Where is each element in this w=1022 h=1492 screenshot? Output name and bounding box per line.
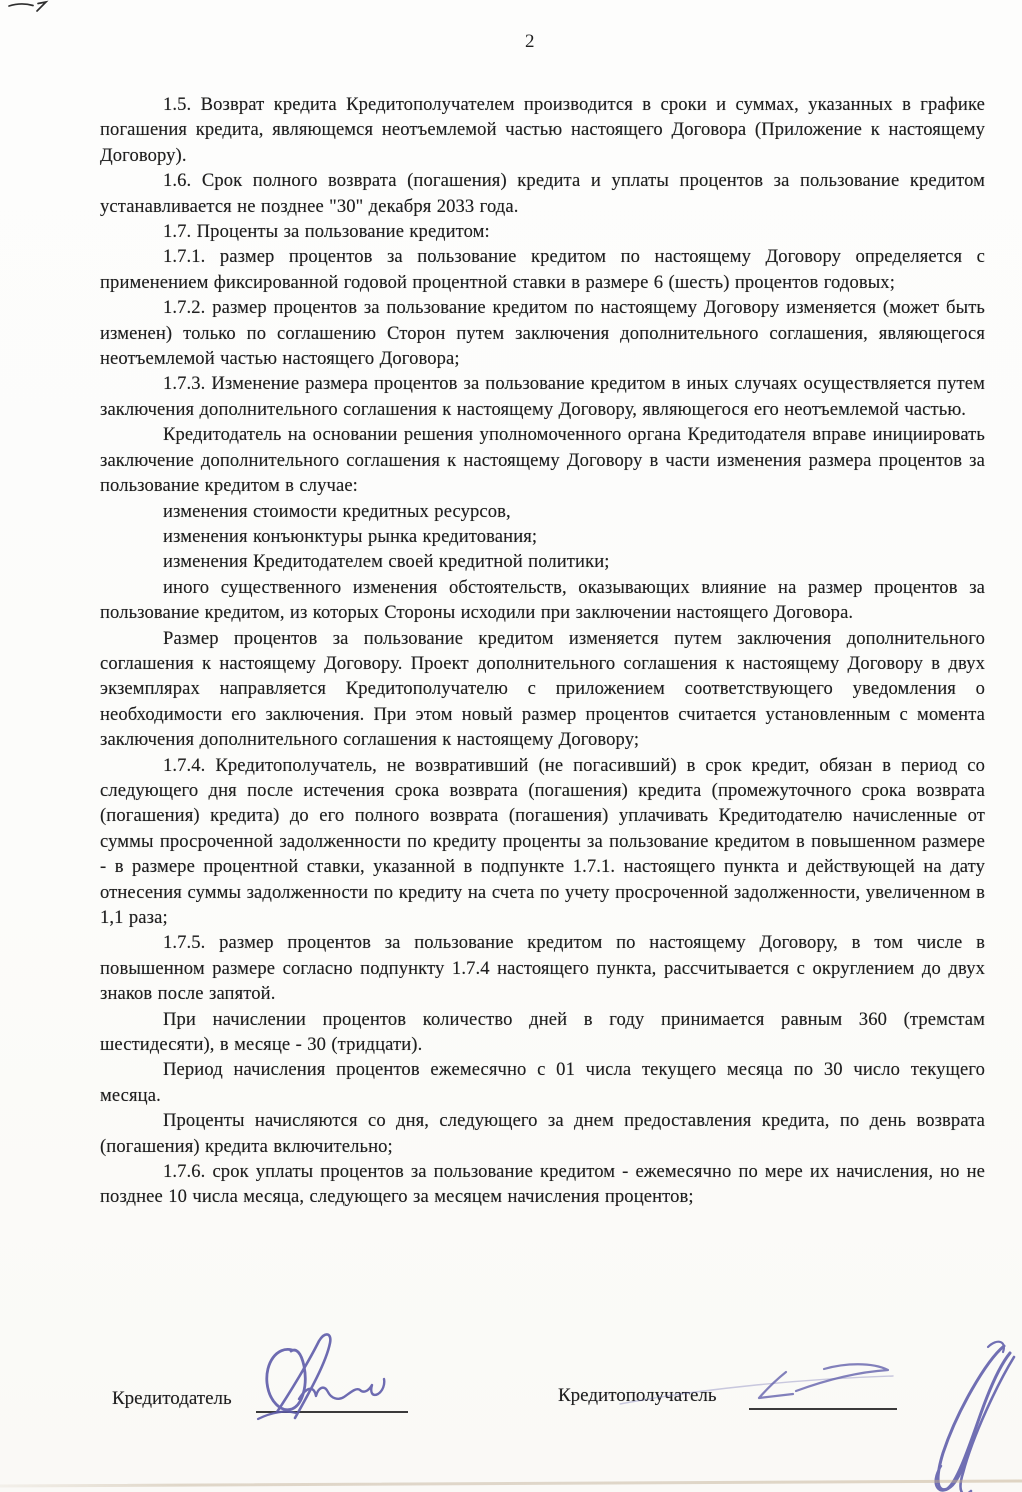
paragraph-1-7-2: 1.7.2. размер процентов за пользование кредитом по настоящему Договору изменяется (может быть изменен) только по соглашению Сторон путем заключения дополнительного соглашения, являющегося неотъемлемой частью настоящего Договора; (100, 297, 985, 370)
paragraph-1-7-6: 1.7.6. срок уплаты процентов за пользование кредитом - ежемесячно по мере их начисления, но не позднее 10 числа месяца, следующего за месяцем начисления процентов; (100, 1161, 985, 1208)
creditor-signature-label: Кредитодатель (112, 1388, 232, 1409)
paragraph-accrual-start: Проценты начисляются со дня, следующего за днем предоставления кредита, по день возврата (погашения) кредита включительно; (100, 1110, 985, 1157)
list-item-credit-policy: изменения Кредитодателем своей кредитной политики; (163, 551, 610, 573)
paragraph-1-5: 1.5. Возврат кредита Кредитополучателем производится в сроки и суммах, указанных в графике погашения кредита, являющемся неотъемлемой частью настоящего Договора (Приложение к настоящему Договору). (100, 94, 985, 166)
paragraph-1-7-3: 1.7.3. Изменение размера процентов за пользование кредитом в иных случаях осуществляется путем заключения дополнительного соглашения к настоящему Договору, являющегося его неотъемлемой частью. (100, 373, 985, 420)
paragraph-accrual-period: Период начисления процентов ежемесячно с 01 числа текущего месяца по 30 число текущего месяца. (100, 1059, 985, 1106)
list-item-cost-of-resources: изменения стоимости кредитных ресурсов, (163, 500, 511, 522)
page-number: 2 (525, 31, 535, 52)
borrower-large-signature-ink (936, 1342, 1014, 1492)
paragraph-1-6: 1.6. Срок полного возврата (погашения) кредита и уплаты процентов за пользование кредитом устанавливается не позднее "30" декабря 2033 года. (100, 170, 985, 217)
paragraph-1-7-4: 1.7.4. Кредитополучатель, не возвративший (не погасивший) в срок кредит, обязан в период со следующего дня после истечения срока возврата (погашения) кредита (промежуточного срока возврата (погашения) кредита) до его полного возврата (погашения) уплачивать Кредитодателю начисленные от суммы просроченной задолженности по кредиту проценты за пользование кредитом в повышенном размере - в размере процентной ставки, указанной в подпункте 1.7.1. настоящего пункта и действующей на дату отнесения суммы задолженности по кредиту на счета по учету просроченной задолженности, увеличенном в 1,1 раза; (100, 754, 985, 928)
paragraph-1-7-1: 1.7.1. размер процентов за пользование кредитом по настоящему Договору определяется с применением фиксированной годовой процентной ставки в размере 6 (шесть) процентов годовых; (100, 246, 985, 293)
creditor-signature-ink (258, 1334, 384, 1419)
creditor-signature-line (256, 1411, 408, 1413)
contract-body-text (100, 92, 985, 1210)
list-item-market-conditions: изменения конъюнктуры рынка кредитования; (163, 525, 538, 547)
paragraph-rate-change-procedure: Размер процентов за пользование кредитом изменяется путем заключения дополнительного соглашения к настоящему Договору. Проект дополнительного соглашения к настоящему Договору в двух экземплярах направляется Кредитополучателю с приложением соответствующего уведомления о необходимости его заключения. При этом новый размер процентов считается установленным с момента заключения дополнительного соглашения к настоящему Договору; (100, 627, 985, 751)
borrower-signature-label: Кредитополучатель (558, 1385, 717, 1406)
scan-paper-edge (0, 1479, 1022, 1487)
list-item-other-changes: иного существенного изменения обстоятельств, оказывающих влияние на размер процентов за пользование кредитом, из которых Стороны исходили при заключении настоящего Договора. (100, 576, 985, 624)
paragraph-1-7: 1.7. Проценты за пользование кредитом: (163, 221, 490, 243)
paragraph-360-days: При начислении процентов количество дней в году принимается равным 360 (тремстам шестидесяти), в месяце - 30 (тридцати). (100, 1008, 985, 1056)
borrower-signature-line (749, 1408, 897, 1410)
paragraph-1-7-5: 1.7.5. размер процентов за пользование кредитом по настоящему Договору, в том числе в повышенном размере согласно подпункту 1.7.4 настоящего пункта, рассчитывается с округлением до двух знаков после запятой. (100, 932, 985, 1005)
paragraph-lender-right: Кредитодатель на основании решения уполномоченного органа Кредитодателя вправе инициировать заключение дополнительного соглашения к настоящему Договору в части изменения размера процентов за пользование кредитом в случае: (100, 424, 985, 497)
pen-mark-top-left-icon (9, 2, 46, 11)
